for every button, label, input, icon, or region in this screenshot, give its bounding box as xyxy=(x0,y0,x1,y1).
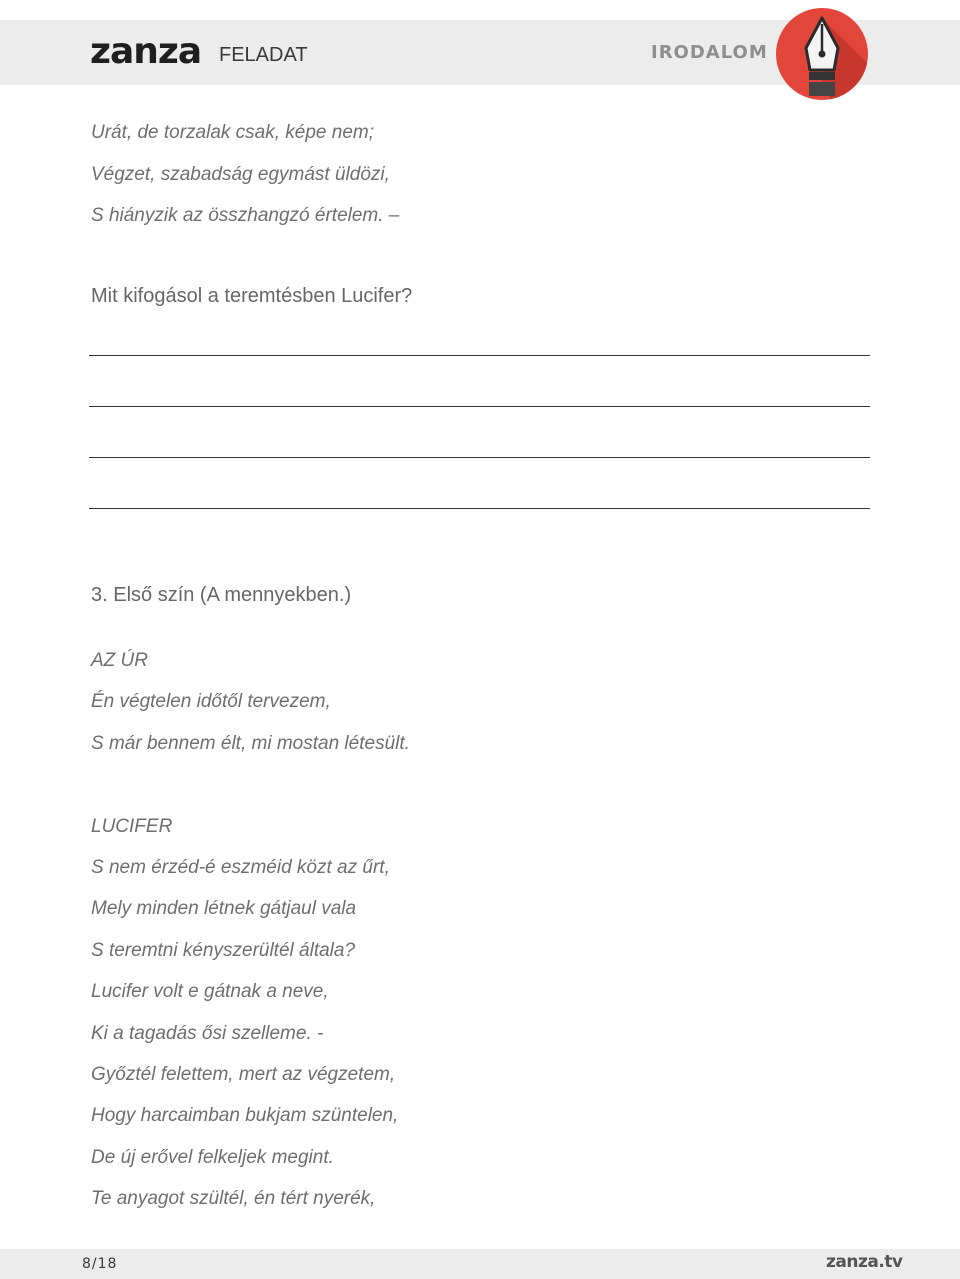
verse-line: Te anyagot szültél, én tért nyerék, xyxy=(91,1188,376,1209)
verse-line: Mely minden létnek gátjaul vala xyxy=(91,898,357,919)
verse-line: Ki a tagadás ősi szelleme. - xyxy=(91,1023,324,1044)
answer-line[interactable] xyxy=(89,457,870,458)
page-footer xyxy=(0,1249,960,1279)
verse-line: S nem érzéd-é eszméid közt az űrt, xyxy=(91,857,390,878)
verse-line: Urát, de torzalak csak, képe nem; xyxy=(91,122,375,143)
section-title: 3. Első szín (A mennyekben.) xyxy=(91,584,352,606)
verse-line: S már bennem élt, mi mostan létesült. xyxy=(91,733,410,754)
verse-line: Győztél felettem, mert az végzetem, xyxy=(91,1064,396,1085)
verse-line: De új erővel felkeljek megint. xyxy=(91,1147,334,1168)
fountain-pen-icon xyxy=(776,8,868,100)
speaker-name: LUCIFER xyxy=(91,816,173,837)
verse-line: Lucifer volt e gátnak a neve, xyxy=(91,981,329,1002)
verse-line: S teremtni kényszerültél általa? xyxy=(91,940,356,961)
task-question: Mit kifogásol a teremtésben Lucifer? xyxy=(91,285,413,307)
speaker-name: AZ ÚR xyxy=(91,650,148,671)
verse-line: S hiányzik az összhangzó értelem. – xyxy=(91,205,400,226)
footer-brand-logo: zanza.tv xyxy=(826,1252,903,1272)
verse-line: Végzet, szabadság egymást üldözi, xyxy=(91,164,390,185)
verse-line: Én végtelen időtől tervezem, xyxy=(91,691,331,712)
page-number: 8/18 xyxy=(82,1256,118,1272)
answer-line[interactable] xyxy=(89,508,870,509)
subject-label: IRODALOM xyxy=(651,42,768,63)
document-type-label: FELADAT xyxy=(219,44,308,66)
answer-line[interactable] xyxy=(89,355,870,356)
answer-line[interactable] xyxy=(89,406,870,407)
verse-line: Hogy harcaimban bukjam szüntelen, xyxy=(91,1105,399,1126)
brand-logo: zanza xyxy=(90,31,202,72)
